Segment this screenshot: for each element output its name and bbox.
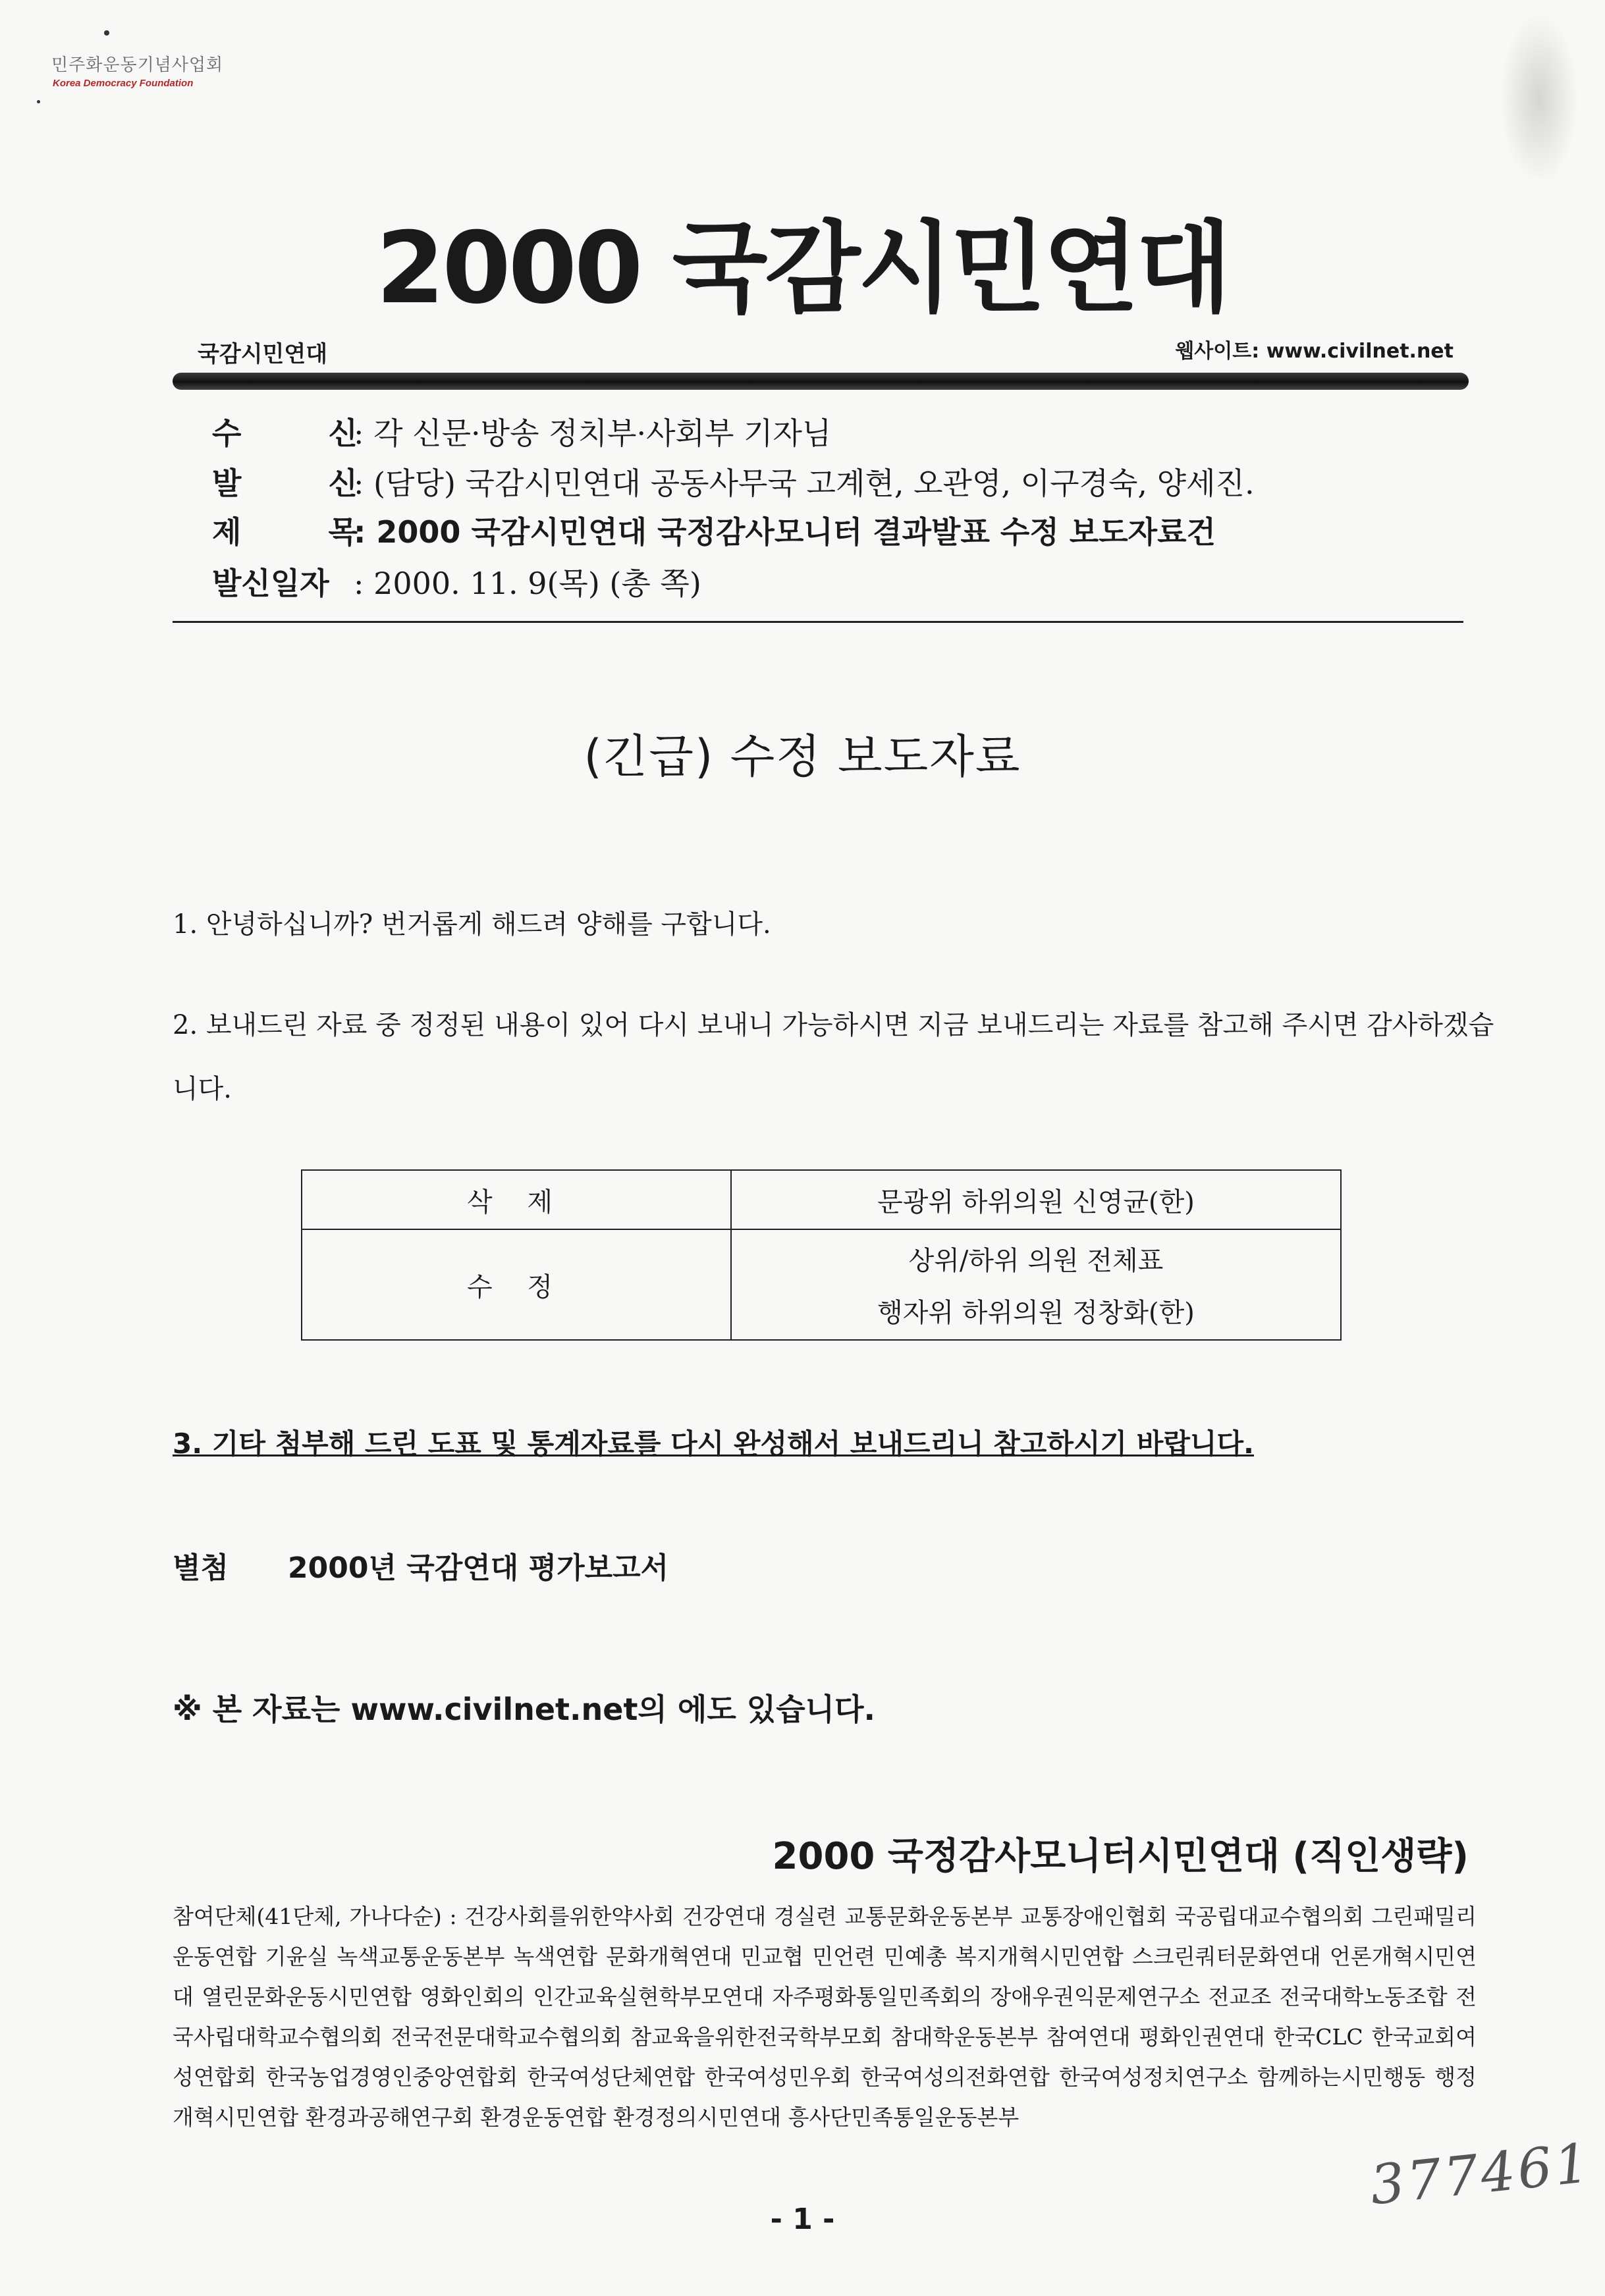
memo-divider (173, 621, 1463, 623)
recipient-row (212, 410, 831, 453)
date-value: : 2000. 11. 9(목) (총 쪽) (354, 566, 701, 601)
modify-value-2: 행자위 하위의원 정창화(한) (877, 1298, 1195, 1328)
member-organizations: 참여단체(41단체, 가나다순) : 건강사회를위한약사회 건강연대 경실련 교통문화운동본부 교통장애인협회 국공립대교수협의회 그린패밀리운동연합 기윤실 녹색교통운동본부 녹색연합 문화개혁연대 민교협 민언련 민예총 복지개혁시민연합 스크린쿼터문화연대 언론개혁시민연대 열린문화운동시민연합 영화인회의 인간교육실현학부모연대 자주평화통일민족회의 장애우권익문제연구소 전교조 전국대학노동조합 전국사립대학교수협의회 전국전문대학교수협의회 참교육을위한전국학부모회 참대학운동본부 참여연대 평화인권연대 한국CLC 한국교회여성연합회 한국농업경영인중앙연합회 한국여성단체연합 한국여성민우회 한국여성의전화연합 한국여성정치연구소 함께하는시민행동 행정개혁시민연합 환경과공해연구회 환경운동연합 환경정의시민연대 흥사단민족통일운동본부 (173, 1904, 1477, 2130)
delete-value: 문광위 하위의원 신영균(한) (731, 1170, 1341, 1229)
page-title: 2000 국감시민연대 (375, 211, 1230, 326)
date-label: 발신일자 (212, 566, 329, 601)
body-item-2-line-1: 2. 보내드린 자료 중 정정된 내용이 있어 다시 보내니 가능하시면 지금 보내드리는 자료를 참고해 주시면 감사하겠습 (173, 1010, 1494, 1040)
document-title: (긴급) 수정 보도자료 (584, 730, 1021, 784)
foundation-logo-english: Korea Democracy Foundation (53, 78, 194, 89)
recipient-label: 수 신 (212, 415, 396, 451)
ink-dot (37, 100, 40, 103)
sender-row (212, 460, 1255, 503)
signature-line: 2000 국정감사모니터시민연대 (직인생략) (772, 1835, 1469, 1878)
org-name: 국감시민연대 (198, 341, 328, 367)
website-text: 웹사이트: www.civilnet.net (1175, 340, 1454, 363)
modify-label: 수 정 (302, 1229, 731, 1340)
subject-row (212, 508, 1216, 552)
table-row (302, 1229, 1341, 1340)
ink-dot (104, 30, 109, 36)
modify-value-1: 상위/하위 의원 전체표 (908, 1246, 1164, 1276)
table-row (302, 1170, 1341, 1229)
attachment-label: 별첨 (173, 1551, 229, 1585)
attachment-value: 2000년 국감연대 평가보고서 (288, 1551, 669, 1585)
page-number: - 1 - (770, 2203, 835, 2236)
scan-smudge (1500, 13, 1579, 184)
handwritten-number: 377461 (1367, 2131, 1595, 2218)
modify-cell (731, 1229, 1341, 1340)
attachment-line (173, 1544, 668, 1586)
body-item-1: 1. 안녕하십니까? 번거롭게 해드려 양해를 구합니다. (173, 909, 771, 940)
header-divider (173, 373, 1469, 390)
website-note: ※ 본 자료는 www.civilnet.net의 에도 있습니다. (173, 1692, 875, 1727)
sender-label: 발 신 (212, 466, 396, 501)
subject-value: : 2000 국감시민연대 국정감사모니터 결과발표 수정 보도자료건 (354, 514, 1216, 550)
body-item-2-line-2: 니다. (173, 1074, 232, 1104)
corrections-table (301, 1169, 1342, 1341)
body-item-3: 3. 기타 첨부해 드린 도표 및 통계자료를 다시 완성해서 보내드리니 참고하시기 바랍니다. (173, 1428, 1254, 1460)
foundation-logo-korean: 민주화운동기념사업회 (51, 55, 224, 75)
subject-label: 제 목 (212, 514, 396, 550)
sender-value: : (담당) 국감시민연대 공동사무국 고계현, 오관영, 이구경숙, 양세진. (354, 466, 1255, 501)
delete-label: 삭 제 (302, 1170, 731, 1229)
recipient-value: : 각 신문·방송 정치부·사회부 기자님 (354, 415, 832, 451)
date-row (212, 560, 701, 603)
